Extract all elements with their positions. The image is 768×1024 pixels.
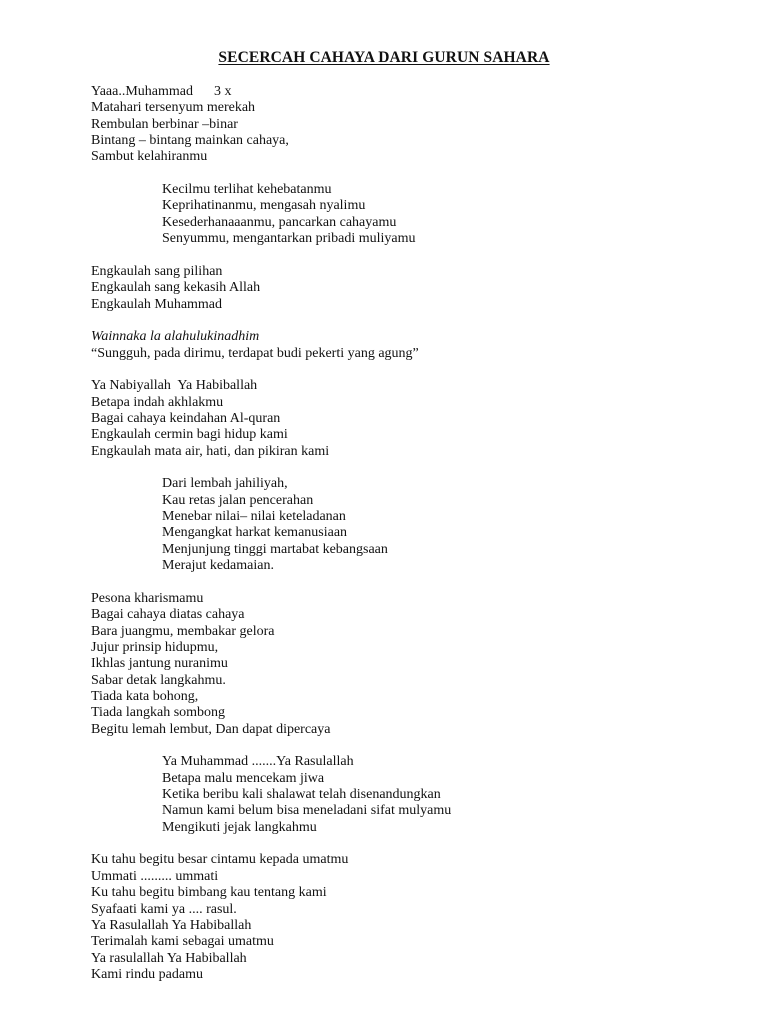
poem-line: Merajut kedamaian.	[162, 558, 274, 574]
poem-line: Menjunjung tinggi martabat kebangsaan	[162, 541, 388, 557]
poem-line: Tiada kata bohong,	[91, 688, 199, 704]
poem-line: Terimalah kami sebagai umatmu	[91, 934, 274, 950]
poem-line: Bagai cahaya diatas cahaya	[91, 607, 245, 623]
poem-line: Ku tahu begitu besar cintamu kepada umatmu	[91, 852, 349, 868]
poem-line: Tiada langkah sombong	[91, 705, 226, 721]
poem-line: Ya rasulallah Ya Habiballah	[91, 950, 247, 966]
poem-line: Syafaati kami ya .... rasul.	[91, 901, 237, 917]
poem-line: Kesederhanaaanmu, pancarkan cahayamu	[162, 214, 397, 230]
poem-line: Kecilmu terlihat kehebatanmu	[162, 182, 332, 198]
poem-line: “Sungguh, pada dirimu, terdapat budi pekerti yang agung”	[91, 345, 419, 361]
poem-line: Ku tahu begitu bimbang kau tentang kami	[91, 885, 327, 901]
poem-line: Mengikuti jejak langkahmu	[162, 819, 317, 835]
poem-line: Engkaulah mata air, hati, dan pikiran kami	[91, 443, 330, 459]
poem-line: Ikhlas jantung nuranimu	[91, 656, 228, 672]
poem-line: Bara juangmu, membakar gelora	[91, 623, 275, 639]
poem-line: Ketika beribu kali shalawat telah disenandungkan	[162, 787, 441, 803]
poem-line: Kami rindu padamu	[91, 966, 203, 982]
poem-line: Senyummu, mengantarkan pribadi muliyamu	[162, 231, 416, 247]
poem-line: Ya Rasulallah Ya Habiballah	[91, 917, 252, 933]
poem-line: Wainnaka la alahulukinadhim	[91, 329, 260, 345]
title-text: SECERCAH CAHAYA DARI GURUN SAHARA	[218, 49, 550, 66]
poem-line: Dari lembah jahiliyah,	[162, 476, 288, 492]
poem-line: Namun kami belum bisa meneladani sifat mulyamu	[162, 803, 452, 819]
poem-line: Bagai cahaya keindahan Al-quran	[91, 411, 281, 426]
poem-line: Bintang – bintang mainkan cahaya,	[91, 133, 289, 149]
document-title	[0, 49, 768, 67]
poem-line: Betapa malu mencekam jiwa	[162, 770, 325, 786]
poem-line: Mengangkat harkat kemanusiaan	[162, 525, 348, 541]
poem-line: Jujur prinsip hidupmu,	[91, 639, 219, 655]
poem-line: Pesona kharismamu	[91, 590, 204, 606]
poem-line: Ummati ......... ummati	[91, 868, 219, 884]
poem-line: Matahari tersenyum merekah	[91, 100, 256, 116]
poem-line: Rembulan berbinar –binar	[91, 116, 238, 132]
poem-line: Betapa indah akhlakmu	[91, 394, 224, 410]
poem-line: Engkaulah sang pilihan	[91, 263, 223, 279]
poem-line: Engkaulah Muhammad	[91, 296, 223, 312]
poem-line: Ya Muhammad .......Ya Rasulallah	[162, 754, 354, 770]
poem-line: Engkaulah sang kekasih Allah	[91, 280, 261, 296]
poem-line: Menebar nilai– nilai keteladanan	[162, 509, 346, 525]
poem-line: Ya Nabiyallah Ya Habiballah	[91, 378, 258, 394]
poem-line: Sabar detak langkahmu.	[91, 672, 226, 688]
poem-line: Sambut kelahiranmu	[91, 149, 208, 165]
poem-line: Kau retas jalan pencerahan	[162, 492, 314, 508]
poem-line: Begitu lemah lembut, Dan dapat dipercaya	[91, 721, 331, 737]
poem-line: Keprihatinanmu, mengasah nyalimu	[162, 198, 366, 214]
poem-line: Engkaulah cermin bagi hidup kami	[91, 427, 288, 443]
poem-line: Yaaa..Muhammad 3 x	[91, 84, 232, 99]
